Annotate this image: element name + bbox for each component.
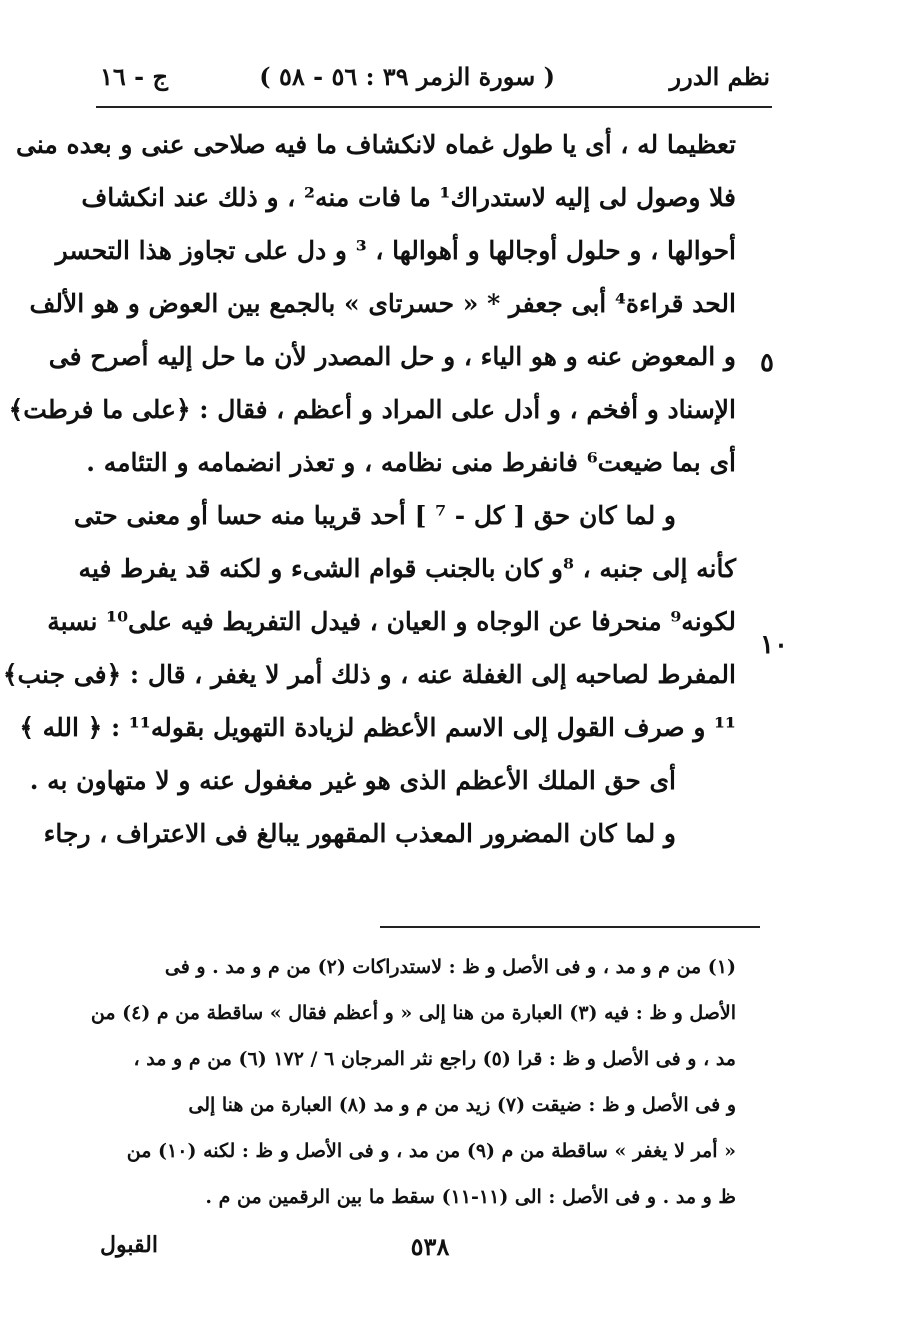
- text-line: أحوالها ، و حلول أوجالها و أهوالها ، ³ و دل على تجاوز هذا التحسر: [55, 236, 736, 265]
- line-number-10: ١٠: [760, 630, 788, 660]
- text-line: تعظيما له ، أى يا طول غماه لانكشاف ما فيه صلاحى عنى و بعده منى: [16, 130, 736, 159]
- footnotes-block: [90, 944, 736, 1220]
- text-line: أى حق الملك الأعظم الذى هو غير مغفول عنه و لا متهاون به .: [29, 766, 676, 795]
- running-header: [100, 58, 770, 102]
- footnote-rule: [380, 926, 760, 928]
- surah-reference: ( سورة الزمر ٣٩ : ٥٦ - ٥٨ ): [259, 62, 555, 91]
- text-line: الحد قراءة⁴ أبى جعفر * « حسرتاى » بالجمع بين العوض و هو الألف: [29, 289, 736, 318]
- catchword: القبول: [100, 1232, 158, 1258]
- text-line: فلا وصول لى إليه لاستدراك¹ ما فات منه² ، و ذلك عند انكشاف: [81, 183, 736, 212]
- header-rule: [96, 106, 772, 108]
- footnote-line: مد ، و فى الأصل و ظ : قرا (٥) راجع نثر المرجان ٦ / ١٧٢ (٦) من م و مد ،: [133, 1048, 736, 1070]
- main-text-block: [2, 118, 736, 860]
- line-number-5: ٥: [760, 348, 774, 378]
- text-line: لكونه⁹ منحرفا عن الوجاه و العيان ، فيدل التفريط فيه على¹⁰ نسبة: [47, 607, 736, 636]
- page-number: ٥٣٨: [410, 1232, 450, 1261]
- text-line: أى بما ضيعت⁶ فانفرط منى نظامه ، و تعذر انضمامه و التئامه .: [86, 448, 736, 477]
- footnote-line: الأصل و ظ : فيه (٣) العبارة من هنا إلى « و أعظم فقال » ساقطة من م (٤) من: [90, 1002, 736, 1024]
- text-line: و لما كان المضرور المعذب المقهور يبالغ فى الاعتراف ، رجاء: [43, 819, 676, 848]
- text-line: و لما كان حق [ كل - ⁷ ] أحد قريبا منه حسا أو معنى حتى: [73, 501, 676, 530]
- footnote-line: « أمر لا يغفر » ساقطة من م (٩) من مد ، و فى الأصل و ظ : لكنه (١٠) من: [126, 1140, 736, 1162]
- text-line: ¹¹ و صرف القول إلى الاسم الأعظم لزيادة التهويل بقوله¹¹ : ﴿ الله ﴾: [19, 713, 736, 742]
- text-line: المفرط لصاحبه إلى الغفلة عنه ، و ذلك أمر لا يغفر ، قال : ﴿فى جنب﴾: [2, 660, 736, 689]
- footnote-line: و فى الأصل و ظ : ضيقت (٧) زيد من م و مد (٨) العبارة من هنا إلى: [188, 1094, 736, 1116]
- book-title: نظم الدرر: [669, 62, 770, 91]
- footnote-line: ظ و مد . و فى الأصل : الى (١١-١١) سقط ما بين الرقمين من م .: [205, 1186, 736, 1208]
- volume-label: ج - ١٦: [100, 62, 168, 91]
- text-line: كأنه إلى جنبه ، ⁸و كان بالجنب قوام الشىء و لكنه قد يفرط فيه: [78, 554, 736, 583]
- text-line: و المعوض عنه و هو الياء ، و حل المصدر لأن ما حل إليه أصرح فى: [48, 342, 736, 371]
- text-line: الإسناد و أفخم ، و أدل على المراد و أعظم ، فقال : ﴿على ما فرطت﴾: [8, 395, 736, 424]
- footnote-line: (١) من م و مد ، و فى الأصل و ظ : لاستدراكات (٢) من م و مد . و فى: [164, 956, 736, 978]
